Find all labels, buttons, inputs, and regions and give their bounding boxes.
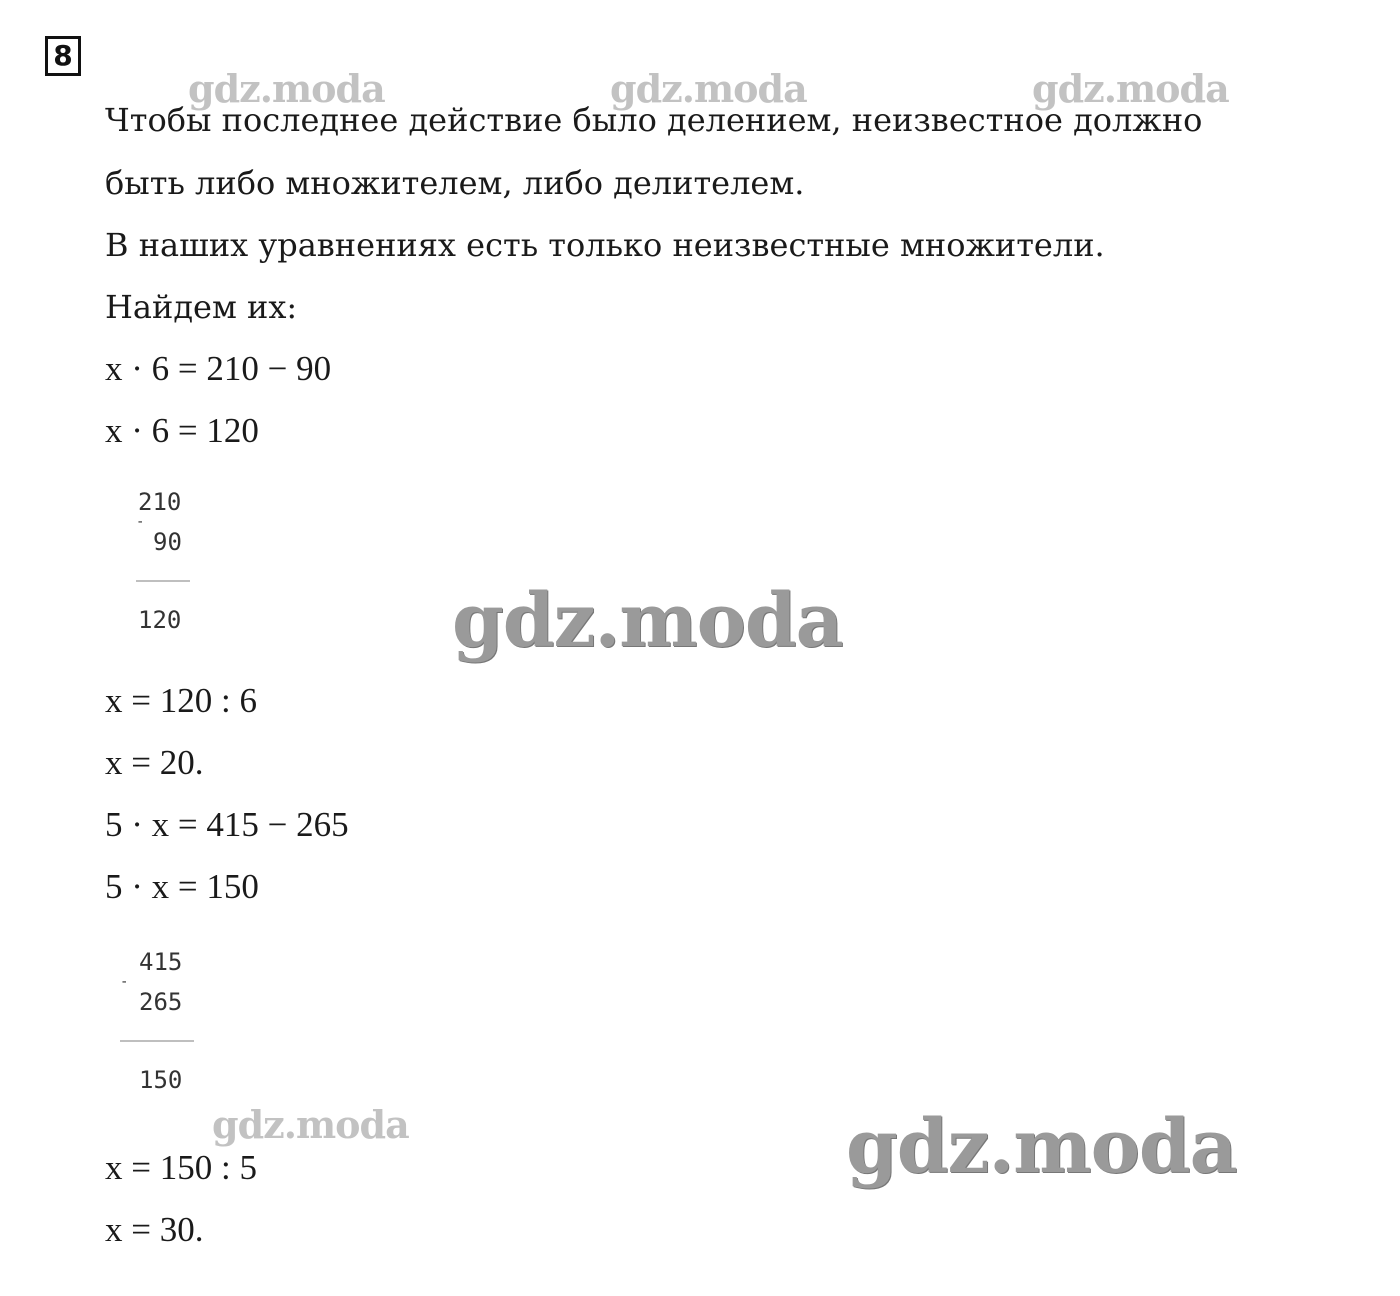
text-line-3: В наших уравнениях есть только неизвестные множители.	[105, 226, 1105, 264]
task-number-badge: 8	[45, 36, 81, 76]
equation-8: x = 30.	[105, 1210, 204, 1249]
equation-3: x = 120 : 6	[105, 681, 257, 720]
watermark-center: gdz.moda	[452, 578, 843, 664]
text-line-2: быть либо множителем, либо делителем.	[105, 164, 805, 202]
difference: 150	[139, 1066, 183, 1094]
watermark-top-left: gdz.moda	[188, 66, 385, 111]
equation-2: x · 6 = 120	[105, 411, 259, 450]
text-line-4: Найдем их:	[105, 288, 298, 326]
text-line-1: Чтобы последнее действие было делением, неизвестное должно	[105, 101, 1203, 139]
equation-4: x = 20.	[105, 743, 204, 782]
equation-7: x = 150 : 5	[105, 1148, 257, 1187]
minuend: 210	[138, 488, 182, 516]
column-rule	[136, 580, 190, 582]
column-rule	[120, 1040, 194, 1042]
watermark-top-right: gdz.moda	[1032, 66, 1229, 111]
minus-sign: -	[120, 974, 129, 990]
column-subtraction-1	[120, 488, 200, 648]
minuend: 415	[139, 948, 183, 976]
watermark-bottom-left: gdz.moda	[212, 1102, 409, 1147]
minus-sign: -	[136, 514, 145, 530]
subtrahend: 265	[139, 988, 183, 1016]
subtrahend: 90	[153, 528, 182, 556]
column-subtraction-2	[118, 948, 198, 1108]
difference: 120	[138, 606, 182, 634]
equation-6: 5 · x = 150	[105, 867, 259, 906]
watermark-top-center: gdz.moda	[610, 66, 807, 111]
equation-5: 5 · x = 415 − 265	[105, 805, 349, 844]
watermark-bottom-right: gdz.moda	[846, 1104, 1237, 1190]
equation-1: x · 6 = 210 − 90	[105, 349, 332, 388]
